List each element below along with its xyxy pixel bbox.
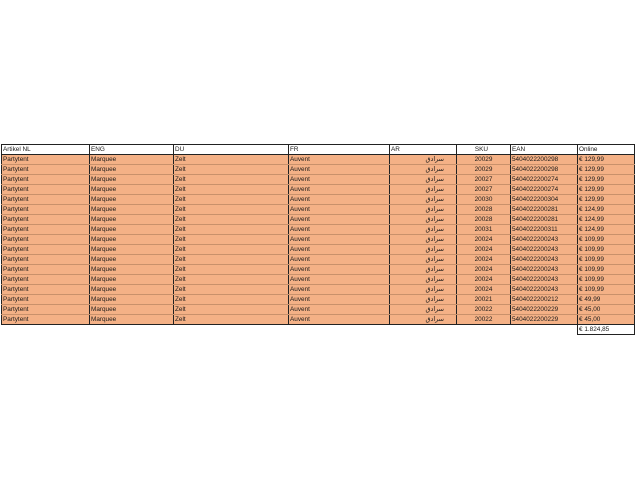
cell-online[interactable]: € 129,99	[578, 185, 635, 195]
cell-artikel-nl[interactable]: Partytent	[2, 245, 90, 255]
cell-sku[interactable]: 20022	[457, 305, 511, 315]
table-row	[2, 215, 635, 225]
cell-artikel-nl[interactable]: Partytent	[2, 165, 90, 175]
cell-eng[interactable]: Marquee	[90, 245, 174, 255]
cell-online[interactable]: € 129,99	[578, 155, 635, 165]
cell-du[interactable]: Zelt	[174, 165, 289, 175]
total-row	[2, 325, 635, 335]
cell-eng[interactable]: Marquee	[90, 275, 174, 285]
cell-eng[interactable]: Marquee	[90, 285, 174, 295]
table-row	[2, 195, 635, 205]
table-row	[2, 255, 635, 265]
cell-du[interactable]: Zelt	[174, 285, 289, 295]
cell-sku[interactable]: 20024	[457, 235, 511, 245]
cell-artikel-nl[interactable]: Partytent	[2, 285, 90, 295]
header-ean[interactable]: EAN	[511, 145, 578, 155]
cell-online[interactable]: € 45,00	[578, 315, 635, 325]
cell-online[interactable]: € 109,99	[578, 275, 635, 285]
cell-online[interactable]: € 129,99	[578, 175, 635, 185]
cell-fr[interactable]: Auvent	[289, 265, 390, 275]
cell-ar[interactable]: سرادق	[390, 205, 457, 215]
header-row	[2, 145, 635, 155]
cell-sku[interactable]: 20030	[457, 195, 511, 205]
cell-sku[interactable]: 20028	[457, 215, 511, 225]
cell-eng[interactable]: Marquee	[90, 165, 174, 175]
cell-artikel-nl[interactable]: Partytent	[2, 155, 90, 165]
cell-ar[interactable]: سرادق	[390, 195, 457, 205]
cell-ar[interactable]: سرادق	[390, 155, 457, 165]
cell-artikel-nl[interactable]: Partytent	[2, 315, 90, 325]
cell-fr[interactable]: Auvent	[289, 275, 390, 285]
cell-ar[interactable]: سرادق	[390, 315, 457, 325]
cell-du[interactable]: Zelt	[174, 295, 289, 305]
cell-eng[interactable]: Marquee	[90, 295, 174, 305]
cell-ean[interactable]: 5404022200243	[511, 275, 578, 285]
cell-artikel-nl[interactable]: Partytent	[2, 235, 90, 245]
cell-eng[interactable]: Marquee	[90, 235, 174, 245]
table-row	[2, 315, 635, 325]
cell-artikel-nl[interactable]: Partytent	[2, 295, 90, 305]
cell-sku[interactable]: 20031	[457, 225, 511, 235]
cell-artikel-nl[interactable]: Partytent	[2, 255, 90, 265]
cell-du[interactable]: Zelt	[174, 245, 289, 255]
cell-ean[interactable]: 5404022200281	[511, 205, 578, 215]
cell-sku[interactable]: 20024	[457, 255, 511, 265]
cell-du[interactable]: Zelt	[174, 205, 289, 215]
cell-sku[interactable]: 20022	[457, 315, 511, 325]
cell-du[interactable]: Zelt	[174, 235, 289, 245]
cell-eng[interactable]: Marquee	[90, 185, 174, 195]
cell-fr[interactable]: Auvent	[289, 165, 390, 175]
cell-fr[interactable]: Auvent	[289, 235, 390, 245]
cell-sku[interactable]: 20024	[457, 245, 511, 255]
cell-online[interactable]: € 124,99	[578, 205, 635, 215]
table-row	[2, 155, 635, 165]
table-row	[2, 245, 635, 255]
cell-sku[interactable]: 20027	[457, 185, 511, 195]
header-du[interactable]: DU	[174, 145, 289, 155]
cell-ean[interactable]: 5404022200243	[511, 235, 578, 245]
cell-du[interactable]: Zelt	[174, 275, 289, 285]
cell-eng[interactable]: Marquee	[90, 315, 174, 325]
table-row	[2, 165, 635, 175]
cell-du[interactable]: Zelt	[174, 225, 289, 235]
cell-artikel-nl[interactable]: Partytent	[2, 305, 90, 315]
product-table	[1, 144, 635, 335]
cell-ean[interactable]: 5404022200274	[511, 185, 578, 195]
cell-ean[interactable]: 5404022200212	[511, 295, 578, 305]
cell-ar[interactable]: سرادق	[390, 295, 457, 305]
cell-ean[interactable]: 5404022200243	[511, 265, 578, 275]
cell-eng[interactable]: Marquee	[90, 255, 174, 265]
cell-online[interactable]: € 129,99	[578, 195, 635, 205]
cell-ar[interactable]: سرادق	[390, 215, 457, 225]
cell-eng[interactable]: Marquee	[90, 225, 174, 235]
total-value[interactable]: € 1.824,85	[578, 325, 635, 335]
cell-fr[interactable]: Auvent	[289, 285, 390, 295]
cell-sku[interactable]: 20028	[457, 205, 511, 215]
cell-fr[interactable]: Auvent	[289, 205, 390, 215]
cell-online[interactable]: € 124,99	[578, 215, 635, 225]
cell-artikel-nl[interactable]: Partytent	[2, 275, 90, 285]
cell-du[interactable]: Zelt	[174, 175, 289, 185]
cell-fr[interactable]: Auvent	[289, 245, 390, 255]
cell-eng[interactable]: Marquee	[90, 265, 174, 275]
cell-artikel-nl[interactable]: Partytent	[2, 185, 90, 195]
cell-artikel-nl[interactable]: Partytent	[2, 175, 90, 185]
table-row	[2, 265, 635, 275]
table-row	[2, 205, 635, 215]
cell-eng[interactable]: Marquee	[90, 175, 174, 185]
cell-sku[interactable]: 20029	[457, 165, 511, 175]
cell-du[interactable]: Zelt	[174, 195, 289, 205]
cell-fr[interactable]: Auvent	[289, 305, 390, 315]
cell-ar[interactable]: سرادق	[390, 235, 457, 245]
cell-eng[interactable]: Marquee	[90, 155, 174, 165]
cell-artikel-nl[interactable]: Partytent	[2, 195, 90, 205]
cell-fr[interactable]: Auvent	[289, 225, 390, 235]
cell-ar[interactable]: سرادق	[390, 165, 457, 175]
cell-ar[interactable]: سرادق	[390, 245, 457, 255]
cell-ean[interactable]: 5404022200243	[511, 285, 578, 295]
cell-du[interactable]: Zelt	[174, 315, 289, 325]
cell-fr[interactable]: Auvent	[289, 215, 390, 225]
cell-du[interactable]: Zelt	[174, 155, 289, 165]
cell-fr[interactable]: Auvent	[289, 195, 390, 205]
cell-ean[interactable]: 5404022200274	[511, 175, 578, 185]
header-artikel-nl[interactable]: Artikel NL	[2, 145, 90, 155]
cell-sku[interactable]: 20021	[457, 295, 511, 305]
cell-ar[interactable]: سرادق	[390, 225, 457, 235]
cell-du[interactable]: Zelt	[174, 185, 289, 195]
cell-artikel-nl[interactable]: Partytent	[2, 265, 90, 275]
table-row	[2, 185, 635, 195]
cell-online[interactable]: € 109,99	[578, 235, 635, 245]
cell-ean[interactable]: 5404022200304	[511, 195, 578, 205]
table-row	[2, 225, 635, 235]
cell-ar[interactable]: سرادق	[390, 255, 457, 265]
cell-eng[interactable]: Marquee	[90, 205, 174, 215]
cell-ean[interactable]: 5404022200243	[511, 245, 578, 255]
cell-online[interactable]: € 109,99	[578, 265, 635, 275]
cell-artikel-nl[interactable]: Partytent	[2, 215, 90, 225]
cell-ean[interactable]: 5404022200281	[511, 215, 578, 225]
cell-ean[interactable]: 5404022200229	[511, 315, 578, 325]
cell-online[interactable]: € 129,99	[578, 165, 635, 175]
cell-sku[interactable]: 20027	[457, 175, 511, 185]
cell-ar[interactable]: سرادق	[390, 285, 457, 295]
cell-artikel-nl[interactable]: Partytent	[2, 225, 90, 235]
cell-fr[interactable]: Auvent	[289, 155, 390, 165]
table-row	[2, 275, 635, 285]
cell-du[interactable]: Zelt	[174, 215, 289, 225]
cell-eng[interactable]: Marquee	[90, 305, 174, 315]
header-ar[interactable]: AR	[390, 145, 457, 155]
cell-sku[interactable]: 20024	[457, 265, 511, 275]
header-eng[interactable]: ENG	[90, 145, 174, 155]
cell-fr[interactable]: Auvent	[289, 175, 390, 185]
cell-ean[interactable]: 5404022200298	[511, 165, 578, 175]
cell-fr[interactable]: Auvent	[289, 295, 390, 305]
table-row	[2, 295, 635, 305]
table-row	[2, 285, 635, 295]
cell-artikel-nl[interactable]: Partytent	[2, 205, 90, 215]
header-fr[interactable]: FR	[289, 145, 390, 155]
cell-online[interactable]: € 124,99	[578, 225, 635, 235]
cell-ean[interactable]: 5404022200311	[511, 225, 578, 235]
cell-ar[interactable]: سرادق	[390, 265, 457, 275]
spreadsheet	[1, 144, 634, 335]
table-row	[2, 175, 635, 185]
cell-fr[interactable]: Auvent	[289, 185, 390, 195]
cell-online[interactable]: € 109,99	[578, 285, 635, 295]
cell-online[interactable]: € 45,00	[578, 305, 635, 315]
cell-online[interactable]: € 109,99	[578, 255, 635, 265]
cell-online[interactable]: € 109,99	[578, 245, 635, 255]
cell-eng[interactable]: Marquee	[90, 195, 174, 205]
cell-ar[interactable]: سرادق	[390, 305, 457, 315]
cell-ar[interactable]: سرادق	[390, 175, 457, 185]
cell-ean[interactable]: 5404022200243	[511, 255, 578, 265]
cell-du[interactable]: Zelt	[174, 255, 289, 265]
cell-fr[interactable]: Auvent	[289, 255, 390, 265]
header-sku[interactable]: SKU	[457, 145, 511, 155]
cell-online[interactable]: € 49,99	[578, 295, 635, 305]
cell-sku[interactable]: 20024	[457, 275, 511, 285]
header-online[interactable]: Online	[578, 145, 635, 155]
cell-ar[interactable]: سرادق	[390, 275, 457, 285]
table-row	[2, 305, 635, 315]
cell-ean[interactable]: 5404022200298	[511, 155, 578, 165]
cell-sku[interactable]: 20024	[457, 285, 511, 295]
table-row	[2, 235, 635, 245]
cell-eng[interactable]: Marquee	[90, 215, 174, 225]
cell-ar[interactable]: سرادق	[390, 185, 457, 195]
cell-du[interactable]: Zelt	[174, 265, 289, 275]
cell-du[interactable]: Zelt	[174, 305, 289, 315]
cell-sku[interactable]: 20029	[457, 155, 511, 165]
cell-ean[interactable]: 5404022200229	[511, 305, 578, 315]
cell-fr[interactable]: Auvent	[289, 315, 390, 325]
